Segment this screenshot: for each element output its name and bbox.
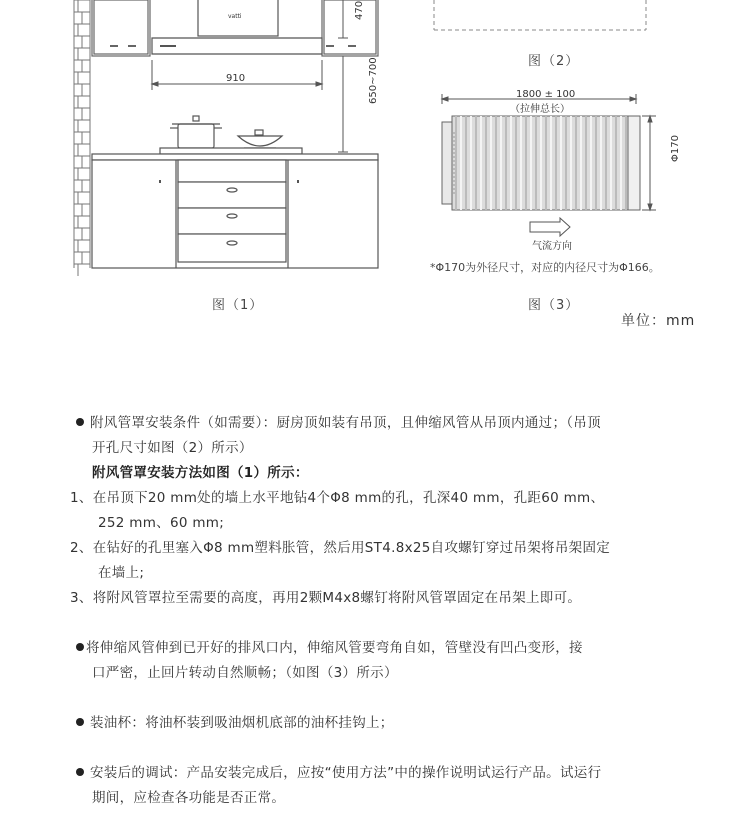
s2-line2: 口严密，止回片转动自然顺畅；（如图（3）所示） [92, 665, 398, 681]
s1-line2: 开孔尺寸如图（2）所示） [92, 440, 253, 456]
section-duct-install [76, 636, 583, 686]
section-oil-cup [76, 711, 394, 736]
bullet-icon [76, 768, 84, 776]
brick-wall [74, 0, 90, 276]
section-debugging [76, 761, 601, 811]
unit-label: 单位：mm [621, 313, 696, 329]
s1-step3: 3、将附风管罩拉至需要的高度，再用2颗M4x8螺钉将附风管罩固定在吊架上即可。 [70, 590, 582, 606]
figure-2-diagram [430, 0, 670, 40]
figure-1-diagram [0, 0, 400, 290]
range-hood [152, 0, 322, 54]
s1-step2a: 2、在钻好的孔里塞入Φ8 mm塑料胀管，然后用ST4.8x25自攻螺钉穿过吊架将吊架固定 [70, 540, 611, 556]
base-cabinets [92, 154, 378, 268]
bullet-icon [76, 718, 84, 726]
figure-3-caption: 图（3） [528, 298, 580, 313]
section-duct-cover [70, 411, 611, 611]
s1-step2b: 在墙上; [98, 565, 145, 581]
pot-and-wok [160, 116, 302, 154]
bullet-icon [76, 643, 84, 651]
hood-brand-label: vatti [228, 13, 242, 20]
s3-line1: 装油杯：将油杯装到吸油烟机底部的油杯挂钩上； [90, 715, 394, 731]
s1-step1a: 1、在吊顶下20 mm处的墙上水平地钻4个Φ8 mm的孔，孔深40 mm，孔距60 mm、 [70, 490, 605, 506]
s1-title: 附风管罩安装方法如图（1）所示： [92, 465, 309, 481]
duct-length-label: 1800 ± 100 [516, 89, 576, 100]
duct-diameter-label: Φ170 [670, 135, 681, 162]
duct-stretch-label: （拉伸总长） [510, 104, 570, 115]
figure-2-caption: 图（2） [528, 54, 580, 69]
dim-650-700-label: 650~700 [368, 57, 379, 104]
flexible-duct [442, 116, 640, 210]
airflow-label: 气流方向 [532, 241, 572, 252]
s1-step1b: 252 mm、60 mm; [98, 515, 225, 531]
dim-470-label: 470 [354, 0, 365, 20]
s4-line1: 安装后的调试：产品安装完成后，应按“使用方法”中的操作说明试运行产品。试运行 [90, 765, 602, 781]
bullet-icon [76, 418, 84, 426]
figure-3-diagram [420, 82, 700, 262]
dim-910-label: 910 [226, 73, 246, 84]
figure-3-note: *Φ170为外径尺寸，对应的内径尺寸为Φ166。 [430, 261, 660, 274]
figure-1-caption: 图（1） [212, 298, 264, 313]
s4-line2: 期间，应检查各功能是否正常。 [92, 790, 286, 806]
s1-line1: 附风管罩安装条件（如需要）：厨房顶如装有吊顶，且伸缩风管从吊顶内通过；（吊顶 [90, 415, 601, 431]
airflow-arrow-icon [530, 218, 570, 236]
s2-line1: 将伸缩风管伸到已开好的排风口内，伸缩风管要弯角自如，管壁没有凹凸变形，接 [86, 640, 583, 656]
